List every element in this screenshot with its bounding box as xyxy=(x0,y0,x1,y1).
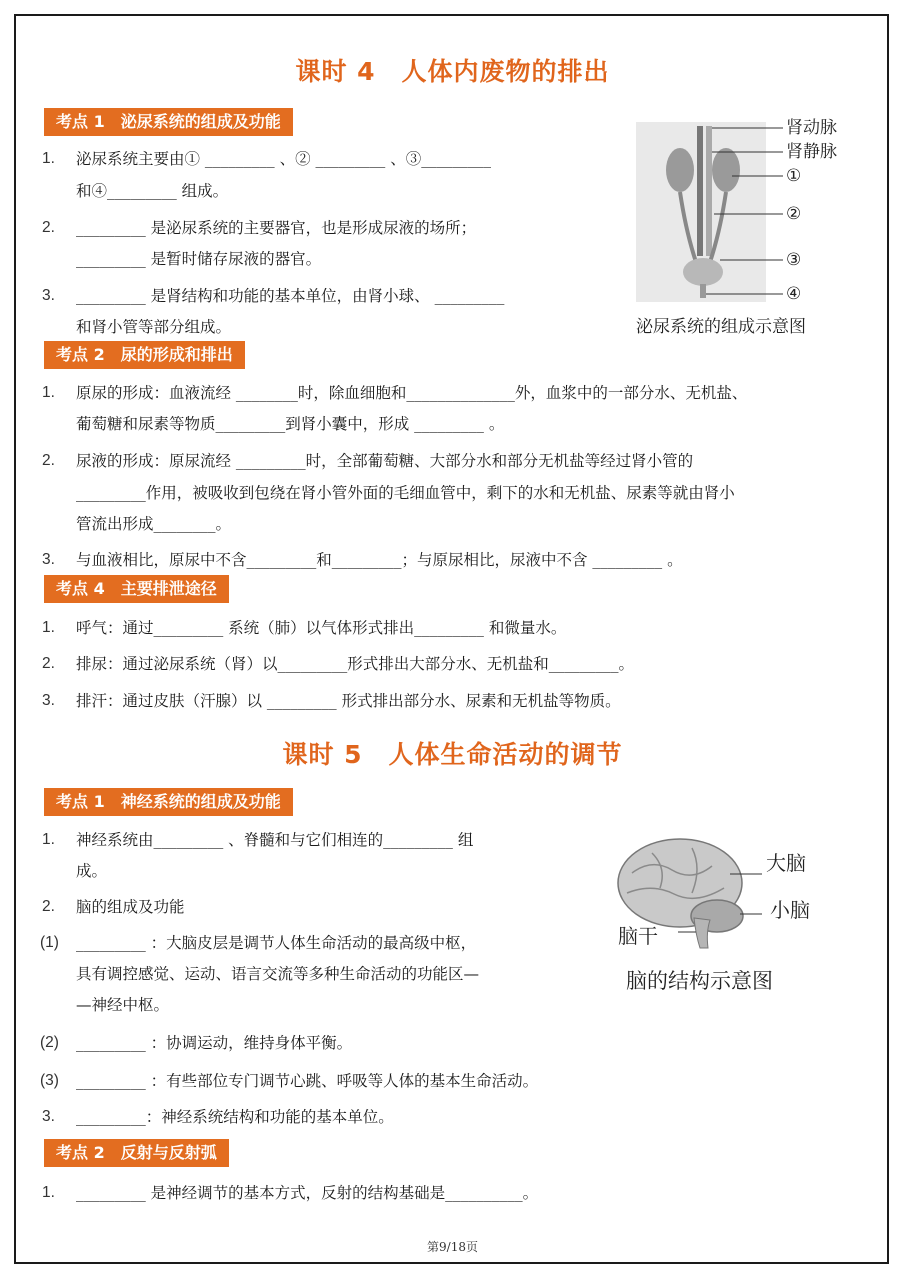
question-line: 呼气：通过_________ 系统（肺）以气体形式排出_________ 和微量水。 xyxy=(76,619,567,637)
question-line: 成。 xyxy=(76,862,108,880)
item-number: 3. xyxy=(42,287,55,304)
item-number: 3. xyxy=(42,551,55,568)
item-number: 1. xyxy=(42,1184,55,1201)
question-line: 和肾小管等部分组成。 xyxy=(76,318,232,336)
section-tag-nervous-system: 考点 1 神经系统的组成及功能 xyxy=(44,788,293,816)
urinary-system-diagram xyxy=(628,112,888,312)
question-line: 脑的组成及功能 xyxy=(76,898,185,916)
question-line: _________：神经系统结构和功能的基本单位。 xyxy=(76,1108,394,1126)
question-line: _________ ：大脑皮层是调节人体生命活动的最高级中枢， xyxy=(76,934,477,952)
question-line: 神经系统由_________ 、脊髓和与它们相连的_________ 组 xyxy=(76,831,474,849)
section-tag-excretion-routes: 考点 4 主要排泄途径 xyxy=(44,575,229,603)
item-number: 1. xyxy=(42,384,55,401)
question-line: —神经中枢。 xyxy=(76,996,170,1014)
item-number: (1) xyxy=(40,934,59,951)
label-cerebrum: 大脑 xyxy=(766,851,806,875)
item-number: 2. xyxy=(42,452,55,469)
item-number: 1. xyxy=(42,150,55,167)
section-tag-reflex: 考点 2 反射与反射弧 xyxy=(44,1139,229,1167)
question-line: _________ ：有些部位专门调节心跳、呼吸等人体的基本生命活动。 xyxy=(76,1072,539,1090)
lesson-4-title: 课时 4 人体内废物的排出 xyxy=(295,57,610,86)
item-number: 2. xyxy=(42,219,55,236)
label-4: ④ xyxy=(786,284,802,304)
lesson-5-title: 课时 5 人体生命活动的调节 xyxy=(282,740,623,769)
label-2: ② xyxy=(786,204,802,224)
label-brainstem: 脑干 xyxy=(618,924,658,948)
item-number: 1. xyxy=(42,619,55,636)
urinary-figure-caption: 泌尿系统的组成示意图 xyxy=(636,317,806,337)
question-line: _________ ：协调运动，维持身体平衡。 xyxy=(76,1034,353,1052)
item-number: 3. xyxy=(42,1108,55,1125)
question-line: 具有调控感觉、运动、语言交流等多种生命活动的功能区— xyxy=(76,965,480,983)
label-1: ① xyxy=(786,166,802,186)
label-renal-artery: 肾动脉 xyxy=(786,118,837,138)
question-line: 泌尿系统主要由① _________ 、② _________ 、③_________ xyxy=(76,150,491,168)
question-line: _________ 是神经调节的基本方式，反射的结构基础是__________。 xyxy=(76,1184,539,1202)
brain-figure-caption: 脑的结构示意图 xyxy=(626,969,773,993)
question-line: 原尿的形成：血液流经 ________时，除血细胞和______________外，血浆中的一部分水、无机盐、 xyxy=(76,384,748,402)
question-line: 管流出形成________。 xyxy=(76,515,232,533)
item-number: 3. xyxy=(42,692,55,709)
label-renal-vein: 肾静脉 xyxy=(786,142,837,162)
item-number: 2. xyxy=(42,655,55,672)
item-number: (3) xyxy=(40,1072,59,1089)
item-number: (2) xyxy=(40,1034,59,1051)
question-line: _________作用，被吸收到包绕在肾小管外面的毛细血管中，剩下的水和无机盐、尿素等就由肾小 xyxy=(76,484,735,502)
label-cerebellum: 小脑 xyxy=(770,898,810,922)
question-line: 排尿：通过泌尿系统（肾）以_________形式排出大部分水、无机盐和_________。 xyxy=(76,655,635,673)
question-line: 葡萄糖和尿素等物质_________到肾小囊中，形成 _________ 。 xyxy=(76,415,505,433)
page-number: 第9/18页 xyxy=(427,1240,478,1254)
question-line: _________ 是泌尿系统的主要器官，也是形成尿液的场所； xyxy=(76,219,477,237)
question-line: 排汗：通过皮肤（汗腺）以 _________ 形式排出部分水、尿素和无机盐等物质。 xyxy=(76,692,621,710)
section-tag-urine-formation: 考点 2 尿的形成和排出 xyxy=(44,341,245,369)
label-3: ③ xyxy=(786,250,802,270)
question-line: _________ 是暂时储存尿液的器官。 xyxy=(76,250,322,268)
question-line: _________ 是肾结构和功能的基本单位，由肾小球、 _________ xyxy=(76,287,505,305)
question-line: 和④_________ 组成。 xyxy=(76,182,229,200)
question-line: 与血液相比，原尿中不含_________和_________；与原尿相比，尿液中不含 _________ 。 xyxy=(76,551,683,569)
item-number: 1. xyxy=(42,831,55,848)
question-line: 尿液的形成：原尿流经 _________时，全部葡萄糖、大部分水和部分无机盐等经过肾小管的 xyxy=(76,452,694,470)
item-number: 2. xyxy=(42,898,55,915)
section-tag-urinary-system: 考点 1 泌尿系统的组成及功能 xyxy=(44,108,293,136)
